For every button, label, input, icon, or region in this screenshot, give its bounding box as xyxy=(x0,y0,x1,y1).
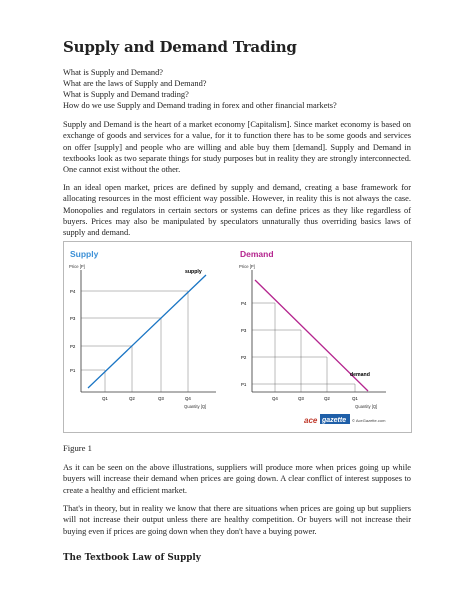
supply-tick-q2: Q2 xyxy=(129,396,135,401)
supply-tick-q3: Q3 xyxy=(158,396,164,401)
supply-tick-p1: P1 xyxy=(70,368,76,373)
supply-demand-figure xyxy=(63,241,412,433)
demand-tick-p3: P3 xyxy=(241,328,247,333)
demand-tick-q3: Q3 xyxy=(298,396,304,401)
supply-curve xyxy=(88,275,206,388)
supply-curve-label: supply xyxy=(185,269,202,275)
demand-curve-label: demand xyxy=(350,372,370,378)
demand-tick-p2: P2 xyxy=(241,355,247,360)
supply-tick-q1: Q1 xyxy=(102,396,108,401)
supply-price-axis-label: Price [P] xyxy=(69,264,85,269)
demand-heading: Demand xyxy=(240,249,274,259)
figure-graphics xyxy=(64,242,411,432)
logo-ace-text: ace xyxy=(304,416,318,425)
demand-price-axis-label: Price [P] xyxy=(239,264,255,269)
supply-heading: Supply xyxy=(70,249,99,259)
demand-quantity-axis-label: Quantity [Q] xyxy=(355,404,378,409)
question-4: How do we use Supply and Demand trading in forex and other financial markets? xyxy=(63,101,337,110)
supply-quantity-axis-label: Quantity [Q] xyxy=(184,404,207,409)
paragraph-illustration: As it can be seen on the above illustrations, suppliers will produce more when prices going up while buyers will increase their demand when prices are going down. A clear conflict of interest supposes to create a healthy and efficient market. xyxy=(63,463,411,495)
page-title: Supply and Demand Trading xyxy=(63,38,297,56)
question-1: What is Supply and Demand? xyxy=(63,68,164,77)
demand-tick-q2: Q2 xyxy=(324,396,330,401)
section-heading: The Textbook Law of Supply xyxy=(63,553,201,563)
supply-tick-p3: P3 xyxy=(70,316,76,321)
supply-tick-p4: P4 xyxy=(70,289,76,294)
question-3: What is Supply and Demand trading? xyxy=(63,90,189,99)
demand-tick-q1: Q1 xyxy=(352,396,358,401)
figure-caption: Figure 1 xyxy=(63,443,92,453)
demand-tick-p4: P4 xyxy=(241,301,247,306)
supply-tick-p2: P2 xyxy=(70,344,76,349)
question-2: What are the laws of Supply and Demand? xyxy=(63,79,207,88)
supply-tick-q4: Q4 xyxy=(185,396,191,401)
paragraph-capitalism: Supply and Demand is the heart of a market economy [Capitalism]. Since market economy is based on exchange of goods and services for a value, for it to function there has to be some goods and services on offer [supply] and people who are willing and able buy them [demand]. Supply and Demand in textbooks look as two separate things for study purposes but in reality they are strongly interconnected. One cannot exist without the other. xyxy=(63,120,411,175)
copyright-text: © AceGazette.com xyxy=(352,418,386,423)
paragraph-open-market: In an ideal open market, prices are defined by supply and demand, creating a base framework for allocating resources in the most efficient way possible. However, in reality this is not always the case. Monopolies and regulators in certain sectors or systems can define prices as they like regardless of buyers. Prices may also be manipulated by speculators unnaturally thus overriding basics laws of supply and demand. xyxy=(63,183,411,238)
logo-gazette-text: gazette xyxy=(322,417,347,424)
paragraph-reality: That's in theory, but in reality we know that there are situations when prices are going up but suppliers will not increase their output unless there are healthy competition. Or buyers will not increase their buying even if prices are going down when they don't have a buying power. xyxy=(63,504,411,536)
acegazette-logo xyxy=(304,414,350,425)
demand-tick-q4: Q4 xyxy=(272,396,278,401)
demand-tick-p1: P1 xyxy=(241,382,247,387)
